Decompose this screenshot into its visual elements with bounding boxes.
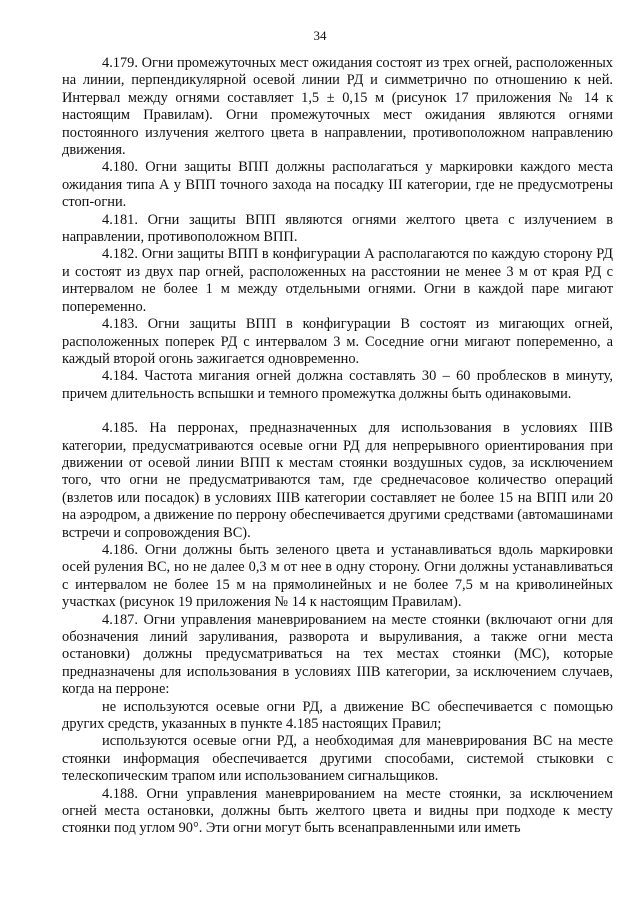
document-body bbox=[62, 55, 613, 838]
paragraph-4-182: 4.182. Огни защиты ВПП в конфигурации А располагаются по каждую сторону РД и состоят из двух пар огней, расположенных на расстоянии не менее 3 м от края РД с интервалом не более 1 м между отдельными огнями. Огни в каждой паре мигают попеременно. bbox=[62, 246, 613, 315]
paragraph-4-179: 4.179. Огни промежуточных мест ожидания состоят из трех огней, расположенных на линии, перпендикулярной осевой линии РД и симметрично по отношению к ней. Интервал между огнями составляет 1,5 ± 0,15 м (рисунок 17 приложения № 14 к настоящим Правилам). Огни промежуточных мест ожидания являются огнями постоянного излучения желтого цвета в направлении, противоположном направлению движения. bbox=[62, 55, 613, 159]
paragraph-4-184: 4.184. Частота мигания огней должна составлять 30 – 60 проблесков в минуту, причем длительность вспышки и темного промежутка должны быть одинаковыми. bbox=[62, 368, 613, 402]
paragraph-4-185: 4.185. На перронах, предназначенных для использования в условиях IIIВ категории, предусматриваются осевые огни РД для непрерывного ориентирования при движении от осевой линии ВПП к местам стоянки воздушных судов, за исключением того, что огни не предусматриваются там, где среднечасовое количество операций (взлетов или посадок) в условиях IIIВ категории составляет не более 15 на ВПП или 20 на аэродром, а движение по перрону обеспечивается другими средствами (автомашинами встречи и сопровождения ВС). bbox=[62, 420, 613, 541]
paragraph-4-187-case-2: используются осевые огни РД, а необходимая для маневрирования ВС на месте стоянки информация обеспечивается другими способами, системой стыковки с телескопическим трапом или использованием сигнальщиков. bbox=[62, 733, 613, 785]
paragraph-4-186: 4.186. Огни должны быть зеленого цвета и устанавливаться вдоль маркировки осей руления ВС, но не далее 0,3 м от нее в одну сторону. Огни должны устанавливаться с интервалом не более 15 м на прямолинейных и не более 7,5 м на криволинейных участках (рисунок 19 приложения № 14 к настоящим Правилам). bbox=[62, 541, 613, 611]
paragraph-4-188: 4.188. Огни управления маневрированием на месте стоянки, за исключением огней места остановки, должны быть желтого цвета и видны при подходе к месту стоянки под углом 90°. Эти огни могут быть всенаправленными или иметь bbox=[62, 785, 613, 837]
paragraph-4-187: 4.187. Огни управления маневрированием на месте стоянки (включают огни для обозначения линий заруливания, разворота и выруливания, а также огни места остановки) должны предусматриваться на тех местах стоянки (МС), которые предназначены для использования в условиях IIIВ категории, за исключением случаев, когда на перроне: bbox=[62, 611, 613, 698]
paragraph-4-183: 4.183. Огни защиты ВПП в конфигурации В состоят из мигающих огней, расположенных поперек РД с интервалом 3 м. Соседние огни мигают попеременно, а каждый второй огонь зажигается одновременно. bbox=[62, 316, 613, 367]
page-number: 34 bbox=[313, 28, 327, 43]
paragraph-4-187-case-1: не используются осевые огни РД, а движение ВС обеспечивается с помощью других средств, указанных в пункте 4.185 настоящих Правил; bbox=[62, 698, 613, 733]
paragraph-4-180: 4.180. Огни защиты ВПП должны располагаться у маркировки каждого места ожидания типа А у ВПП точного захода на посадку III категории, где не предусмотрены стоп-огни. bbox=[62, 159, 613, 211]
paragraph-4-181: 4.181. Огни защиты ВПП являются огнями желтого цвета с излучением в направлении, противоположном ВПП. bbox=[62, 211, 613, 246]
